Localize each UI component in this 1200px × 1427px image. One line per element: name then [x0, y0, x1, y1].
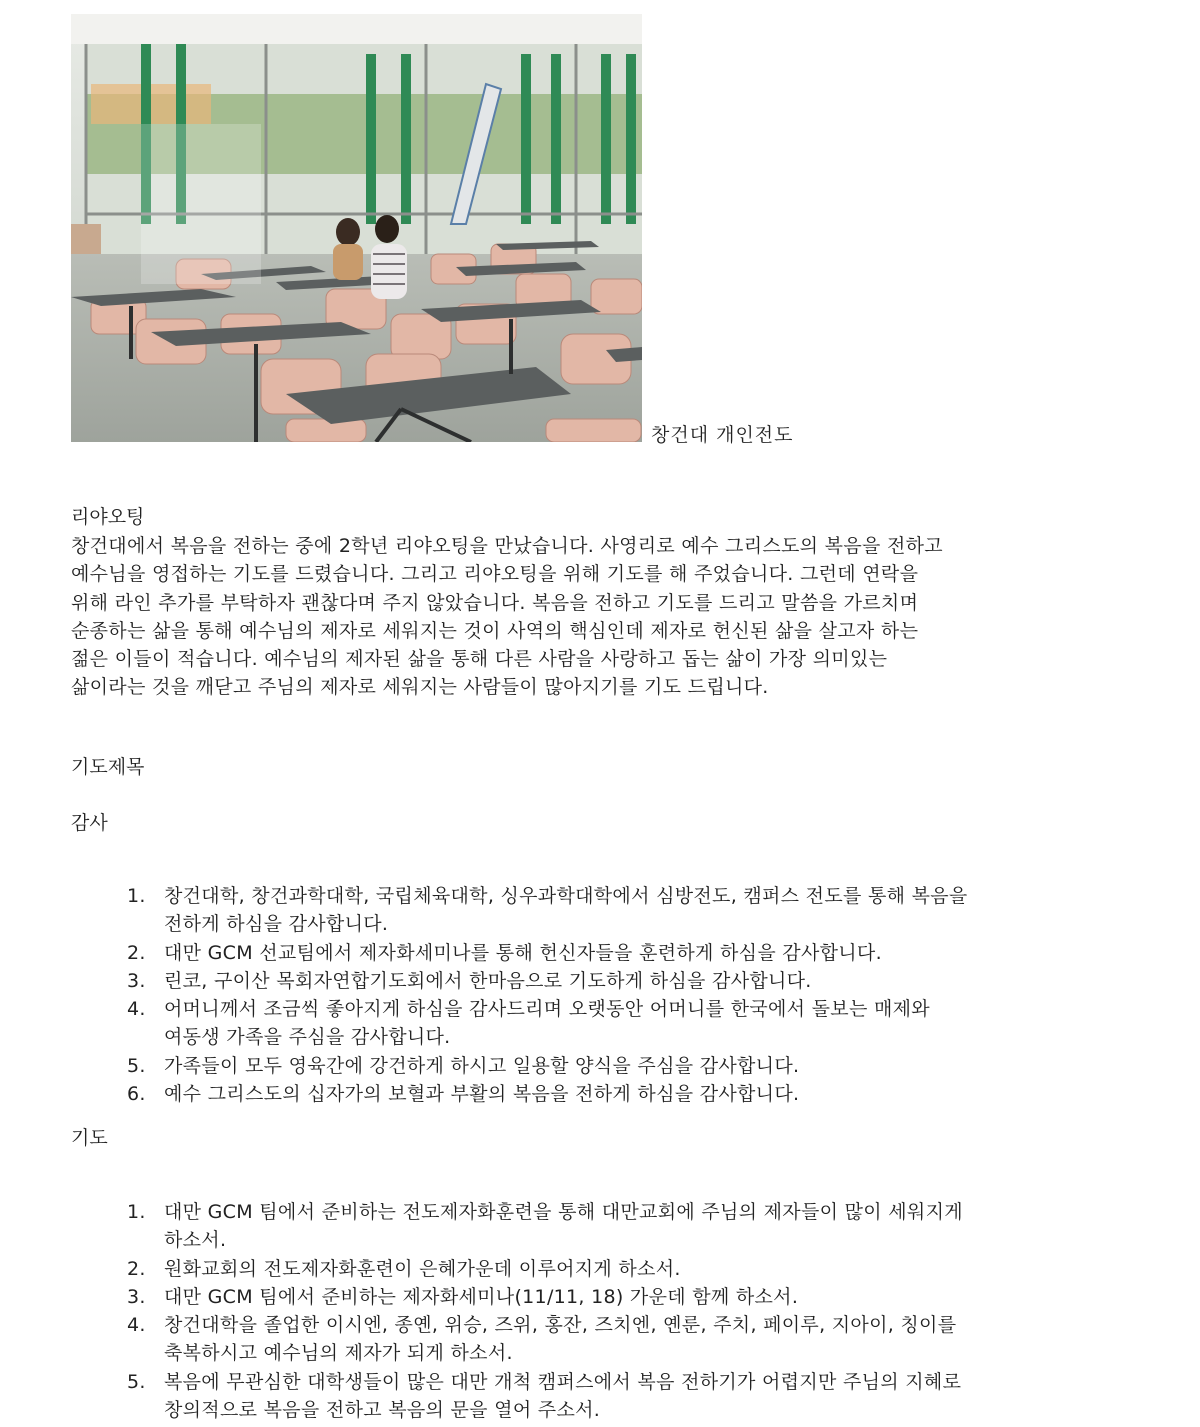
list-number: 2.	[127, 1257, 146, 1280]
prayers-list	[122, 1198, 1132, 1424]
list-item	[122, 967, 1132, 995]
list-item-text: 창건대학, 창건과학대학, 국립체육대학, 싱우과학대학에서 심방전도, 캠퍼스 전도를 통해 복음을	[164, 885, 968, 907]
cafeteria-photo	[71, 14, 642, 442]
list-item	[122, 995, 1132, 1052]
person-name: 리야오팅	[71, 506, 145, 528]
list-item-text: 예수 그리스도의 십자가의 보혈과 부활의 복음을 전하게 하심을 감사합니다.	[164, 1083, 800, 1106]
list-item	[122, 1080, 1132, 1108]
list-number: 5.	[127, 1054, 146, 1077]
list-item	[122, 882, 1132, 939]
list-item-text: 대만 GCM 팀에서 준비하는 전도제자화훈련을 통해 대만교회에 주님의 제자들이 많이 세워지게	[164, 1201, 963, 1223]
story-line: 예수님을 영접하는 기도를 드렸습니다. 그리고 리야오팅을 위해 기도를 해 주었습니다. 그런데 연락을	[71, 563, 919, 586]
list-number: 4.	[127, 998, 146, 1021]
list-number: 3.	[127, 1285, 146, 1308]
story-line: 창건대에서 복음을 전하는 중에 2학년 리야오팅을 만났습니다. 사영리로 예수 그리스도의 복음을 전하고	[71, 535, 943, 557]
list-item-text: 대만 GCM 팀에서 준비하는 제자화세미나(11/11, 18) 가운데 함께 하소서.	[164, 1285, 799, 1308]
list-number: 4.	[127, 1314, 146, 1337]
story-line: 위해 라인 추가를 부탁하자 괜찮다며 주지 않았습니다. 복음을 전하고 기도를 드리고 말씀을 가르치며	[71, 591, 919, 614]
thanks-list	[122, 882, 1132, 1108]
list-item-text: 하소서.	[164, 1229, 227, 1252]
list-item-text: 전하게 하심을 감사합니다.	[164, 913, 389, 936]
list-number: 6.	[127, 1083, 146, 1106]
thanks-heading: 감사	[71, 812, 108, 834]
story-paragraph	[71, 532, 1131, 702]
prayer-title-heading: 기도제목	[71, 756, 145, 778]
list-item-text: 축복하시고 예수님의 제자가 되게 하소서.	[164, 1342, 513, 1365]
list-item	[122, 1368, 1132, 1425]
photo-caption: 창건대 개인전도	[651, 424, 794, 446]
list-number: 3.	[127, 969, 146, 992]
list-number: 1.	[127, 1201, 146, 1223]
prayers-heading: 기도	[71, 1127, 108, 1149]
story-line: 삶이라는 것을 깨닫고 주님의 제자로 세워지는 사람들이 많아지기를 기도 드립니다.	[71, 676, 769, 699]
story-line: 젊은 이들이 적습니다. 예수님의 제자된 삶을 통해 다른 사람을 사랑하고 돕는 삶이 가장 의미있는	[71, 648, 888, 671]
story-line: 순종하는 삶을 통해 예수님의 제자로 세워지는 것이 사역의 핵심인데 제자로 헌신된 삶을 살고자 하는	[71, 619, 919, 642]
list-item	[122, 1052, 1132, 1080]
list-item-text: 어머니께서 조금씩 좋아지게 하심을 감사드리며 오랫동안 어머니를 한국에서 돌보는 매제와	[164, 998, 930, 1021]
list-item	[122, 939, 1132, 967]
list-item-text: 창의적으로 복음을 전하고 복음의 문을 열어 주소서.	[164, 1399, 601, 1422]
list-item-text: 원화교회의 전도제자화훈련이 은혜가운데 이루어지게 하소서.	[164, 1257, 681, 1280]
list-item-text: 창건대학을 졸업한 이시엔, 종옌, 위승, 즈위, 홍잔, 즈치엔, 옌룬, 주치, 페이루, 지아이, 칭이를	[164, 1314, 957, 1337]
list-number: 1.	[127, 885, 146, 907]
list-item-text: 대만 GCM 선교팀에서 제자화세미나를 통해 헌신자들을 훈련하게 하심을 감사합니다.	[164, 941, 882, 964]
photo-icon	[71, 14, 642, 442]
list-item-text: 가족들이 모두 영육간에 강건하게 하시고 일용할 양식을 주심을 감사합니다.	[164, 1054, 800, 1077]
list-item-text: 여동생 가족을 주심을 감사합니다.	[164, 1026, 451, 1049]
list-item-text: 복음에 무관심한 대학생들이 많은 대만 개척 캠퍼스에서 복음 전하기가 어렵지만 주님의 지혜로	[164, 1370, 962, 1393]
list-item	[122, 1283, 1132, 1311]
list-item	[122, 1198, 1132, 1255]
list-number: 5.	[127, 1370, 146, 1393]
list-item	[122, 1255, 1132, 1283]
list-number: 2.	[127, 941, 146, 964]
list-item	[122, 1311, 1132, 1368]
list-item-text: 린코, 구이산 목회자연합기도회에서 한마음으로 기도하게 하심을 감사합니다.	[164, 969, 812, 992]
